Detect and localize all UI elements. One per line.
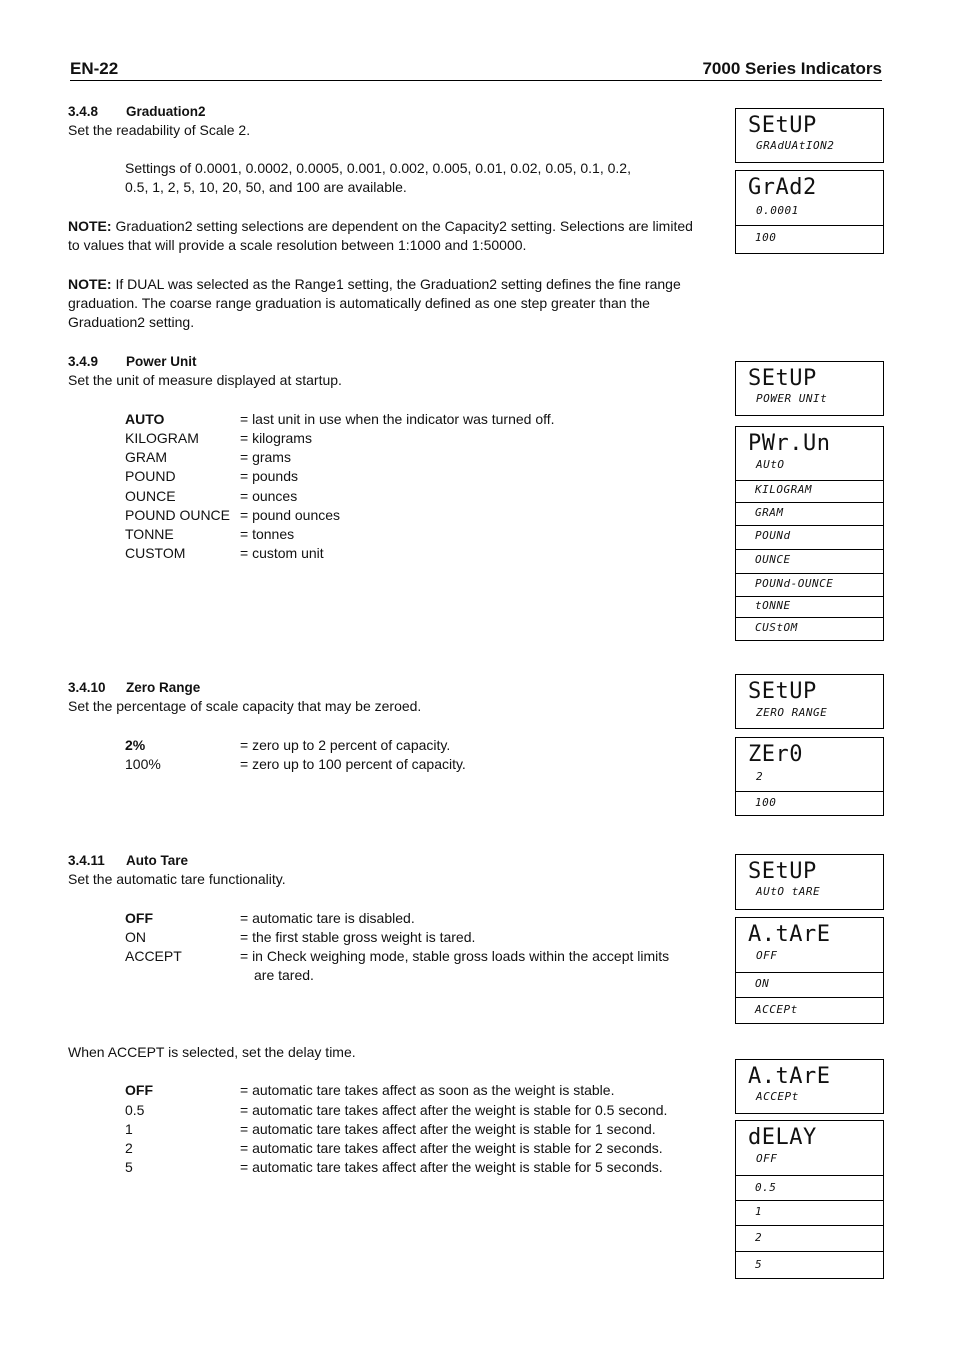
section-heading-power-unit: [68, 352, 197, 371]
display-sub-text: AUtO: [756, 458, 785, 471]
section-intro: Set the percentage of scale capacity that may be zeroed.: [68, 698, 422, 714]
display-menu-atare: [735, 917, 884, 973]
section-heading-auto-tare: [68, 851, 188, 870]
display-setup-auto-tare: [735, 854, 884, 910]
option-text: GRAM: [755, 506, 784, 519]
option-desc: = automatic tare takes affect as soon as the weight is stable.: [240, 1082, 615, 1098]
display-option: [735, 1176, 884, 1201]
option-desc: = grams: [240, 449, 291, 465]
section-number: 3.4.11: [68, 853, 105, 868]
display-setup-zero-range: [735, 674, 884, 729]
display-option: [735, 618, 884, 641]
settings-text-line1: Settings of 0.0001, 0.0002, 0.0005, 0.001, 0.002, 0.005, 0.01, 0.02, 0.05, 0.1, 0.2,: [125, 160, 631, 176]
display-sub-text: 2: [756, 770, 764, 783]
section-number: 3.4.9: [68, 354, 99, 369]
option-desc: = automatic tare takes affect after the weight is stable for 2 seconds.: [240, 1140, 663, 1156]
section-heading-zero-range: [68, 678, 200, 697]
option-key: POUND: [125, 468, 176, 484]
note-paragraph-2: [68, 275, 688, 332]
note-text: If DUAL was selected as the Range1 setting, the Graduation2 setting defines the fine range graduation. The coarse range graduation is automatically defined as one step greater than the Graduation2 setting.: [68, 276, 681, 330]
option-key: KILOGRAM: [125, 430, 199, 446]
display-option: [735, 1226, 884, 1252]
option-text: 1: [755, 1205, 763, 1218]
display-option: [735, 998, 884, 1024]
display-main-text: SEtUP: [748, 113, 817, 138]
display-menu-zero: [735, 737, 884, 792]
option-text: tONNE: [755, 599, 791, 612]
display-option: [735, 526, 884, 550]
display-main-text: PWr.Un: [748, 431, 831, 456]
section-title: Auto Tare: [126, 853, 189, 868]
display-option: [735, 503, 884, 526]
option-key: 2%: [125, 737, 146, 753]
option-desc: = in Check weighing mode, stable gross loads within the accept limits: [240, 948, 670, 964]
option-desc: = ounces: [240, 488, 298, 504]
display-main-text: SEtUP: [748, 366, 817, 391]
display-menu-grad2: [735, 170, 884, 226]
option-desc: = automatic tare takes affect after the weight is stable for 5 seconds.: [240, 1159, 663, 1175]
option-key: 5: [125, 1159, 133, 1175]
display-setup-graduation2: [735, 108, 884, 163]
option-key: OFF: [125, 1082, 153, 1098]
option-key: ACCEPT: [125, 948, 182, 964]
option-text: CUStOM: [755, 621, 798, 634]
section-number: 3.4.8: [68, 104, 99, 119]
display-option: [735, 1252, 884, 1279]
display-sub-text: POWER UNIt: [756, 392, 828, 405]
option-desc: = zero up to 100 percent of capacity.: [240, 756, 466, 772]
note-label: NOTE:: [68, 218, 112, 234]
display-main-text: A.tArE: [748, 922, 831, 947]
section-heading-graduation2: [68, 102, 206, 121]
document-title: 7000 Series Indicators: [702, 59, 882, 78]
note-label: NOTE:: [68, 276, 112, 292]
display-main-text: GrAd2: [748, 175, 817, 200]
option-desc: = pounds: [240, 468, 298, 484]
display-menu-pwr-un: [735, 426, 884, 481]
display-main-text: A.tArE: [748, 1064, 831, 1089]
option-text: KILOGRAM: [755, 483, 812, 496]
option-key: ON: [125, 929, 146, 945]
page-header: [70, 56, 882, 81]
option-desc: = tonnes: [240, 526, 295, 542]
note-paragraph-1: [68, 217, 700, 255]
display-setup-delay: [735, 1059, 884, 1114]
option-key: OUNCE: [125, 488, 176, 504]
option-text: 100: [755, 796, 777, 809]
option-text: 0.5: [755, 1181, 777, 1194]
option-key: GRAM: [125, 449, 167, 465]
display-option: [735, 574, 884, 597]
option-text: 100: [755, 231, 777, 244]
display-option: [735, 792, 884, 816]
display-sub-text: OFF: [756, 949, 778, 962]
option-key: POUND OUNCE: [125, 507, 231, 523]
option-desc: = custom unit: [240, 545, 324, 561]
option-key: 2: [125, 1140, 133, 1156]
option-key: OFF: [125, 910, 153, 926]
section-title: Graduation2: [126, 104, 206, 119]
settings-text-line2: 0.5, 1, 2, 5, 10, 20, 50, and 100 are available.: [125, 179, 407, 195]
option-key: 0.5: [125, 1102, 145, 1118]
display-main-text: SEtUP: [748, 679, 817, 704]
option-text: POUNd: [755, 529, 791, 542]
option-key: TONNE: [125, 526, 174, 542]
section-title: Power Unit: [126, 354, 197, 369]
option-desc: = last unit in use when the indicator was turned off.: [240, 411, 555, 427]
display-sub-text: OFF: [756, 1152, 778, 1165]
display-option: [735, 550, 884, 574]
option-text: ACCEPt: [755, 1003, 798, 1016]
option-text: 5: [755, 1258, 763, 1271]
display-option: [735, 1201, 884, 1226]
option-key: CUSTOM: [125, 545, 186, 561]
option-desc: = pound ounces: [240, 507, 341, 523]
option-key: 100%: [125, 756, 161, 772]
section-intro: Set the automatic tare functionality.: [68, 871, 286, 887]
option-key: AUTO: [125, 411, 165, 427]
page-number: EN-22: [70, 59, 119, 78]
option-desc-continued: are tared.: [254, 967, 314, 983]
option-desc: = automatic tare is disabled.: [240, 910, 415, 926]
display-main-text: ZEr0: [748, 742, 803, 767]
display-option: [735, 481, 884, 503]
section-intro: Set the unit of measure displayed at startup.: [68, 372, 342, 388]
option-text: POUNd-OUNCE: [755, 577, 834, 590]
note-text: Graduation2 setting selections are dependent on the Capacity2 setting. Selections are limited to values that will provide a scale resolution between 1:1000 and 1:50000.: [68, 218, 693, 253]
display-sub-text: GRAdUAtION2: [756, 139, 835, 152]
display-main-text: dELAY: [748, 1125, 817, 1150]
display-option: [735, 973, 884, 998]
display-main-text: SEtUP: [748, 859, 817, 884]
option-desc: = kilograms: [240, 430, 312, 446]
display-option: [735, 226, 884, 254]
option-text: ON: [755, 977, 770, 990]
delay-intro: When ACCEPT is selected, set the delay time.: [68, 1044, 356, 1060]
option-desc: = zero up to 2 percent of capacity.: [240, 737, 451, 753]
option-desc: = automatic tare takes affect after the weight is stable for 0.5 second.: [240, 1102, 668, 1118]
option-text: OUNCE: [755, 553, 791, 566]
section-title: Zero Range: [126, 680, 201, 695]
display-sub-text: ACCEPt: [756, 1090, 799, 1103]
section-intro: Set the readability of Scale 2.: [68, 122, 251, 138]
display-option: [735, 597, 884, 618]
option-key: 1: [125, 1121, 133, 1137]
section-number: 3.4.10: [68, 680, 106, 695]
option-text: 2: [755, 1231, 763, 1244]
display-sub-text: AUtO tARE: [756, 885, 821, 898]
display-sub-text: ZERO RANGE: [756, 706, 828, 719]
display-sub-text: 0.0001: [756, 204, 799, 217]
display-menu-delay: [735, 1120, 884, 1176]
display-setup-power-unit: [735, 361, 884, 416]
option-desc: = the first stable gross weight is tared.: [240, 929, 476, 945]
option-desc: = automatic tare takes affect after the weight is stable for 1 second.: [240, 1121, 656, 1137]
